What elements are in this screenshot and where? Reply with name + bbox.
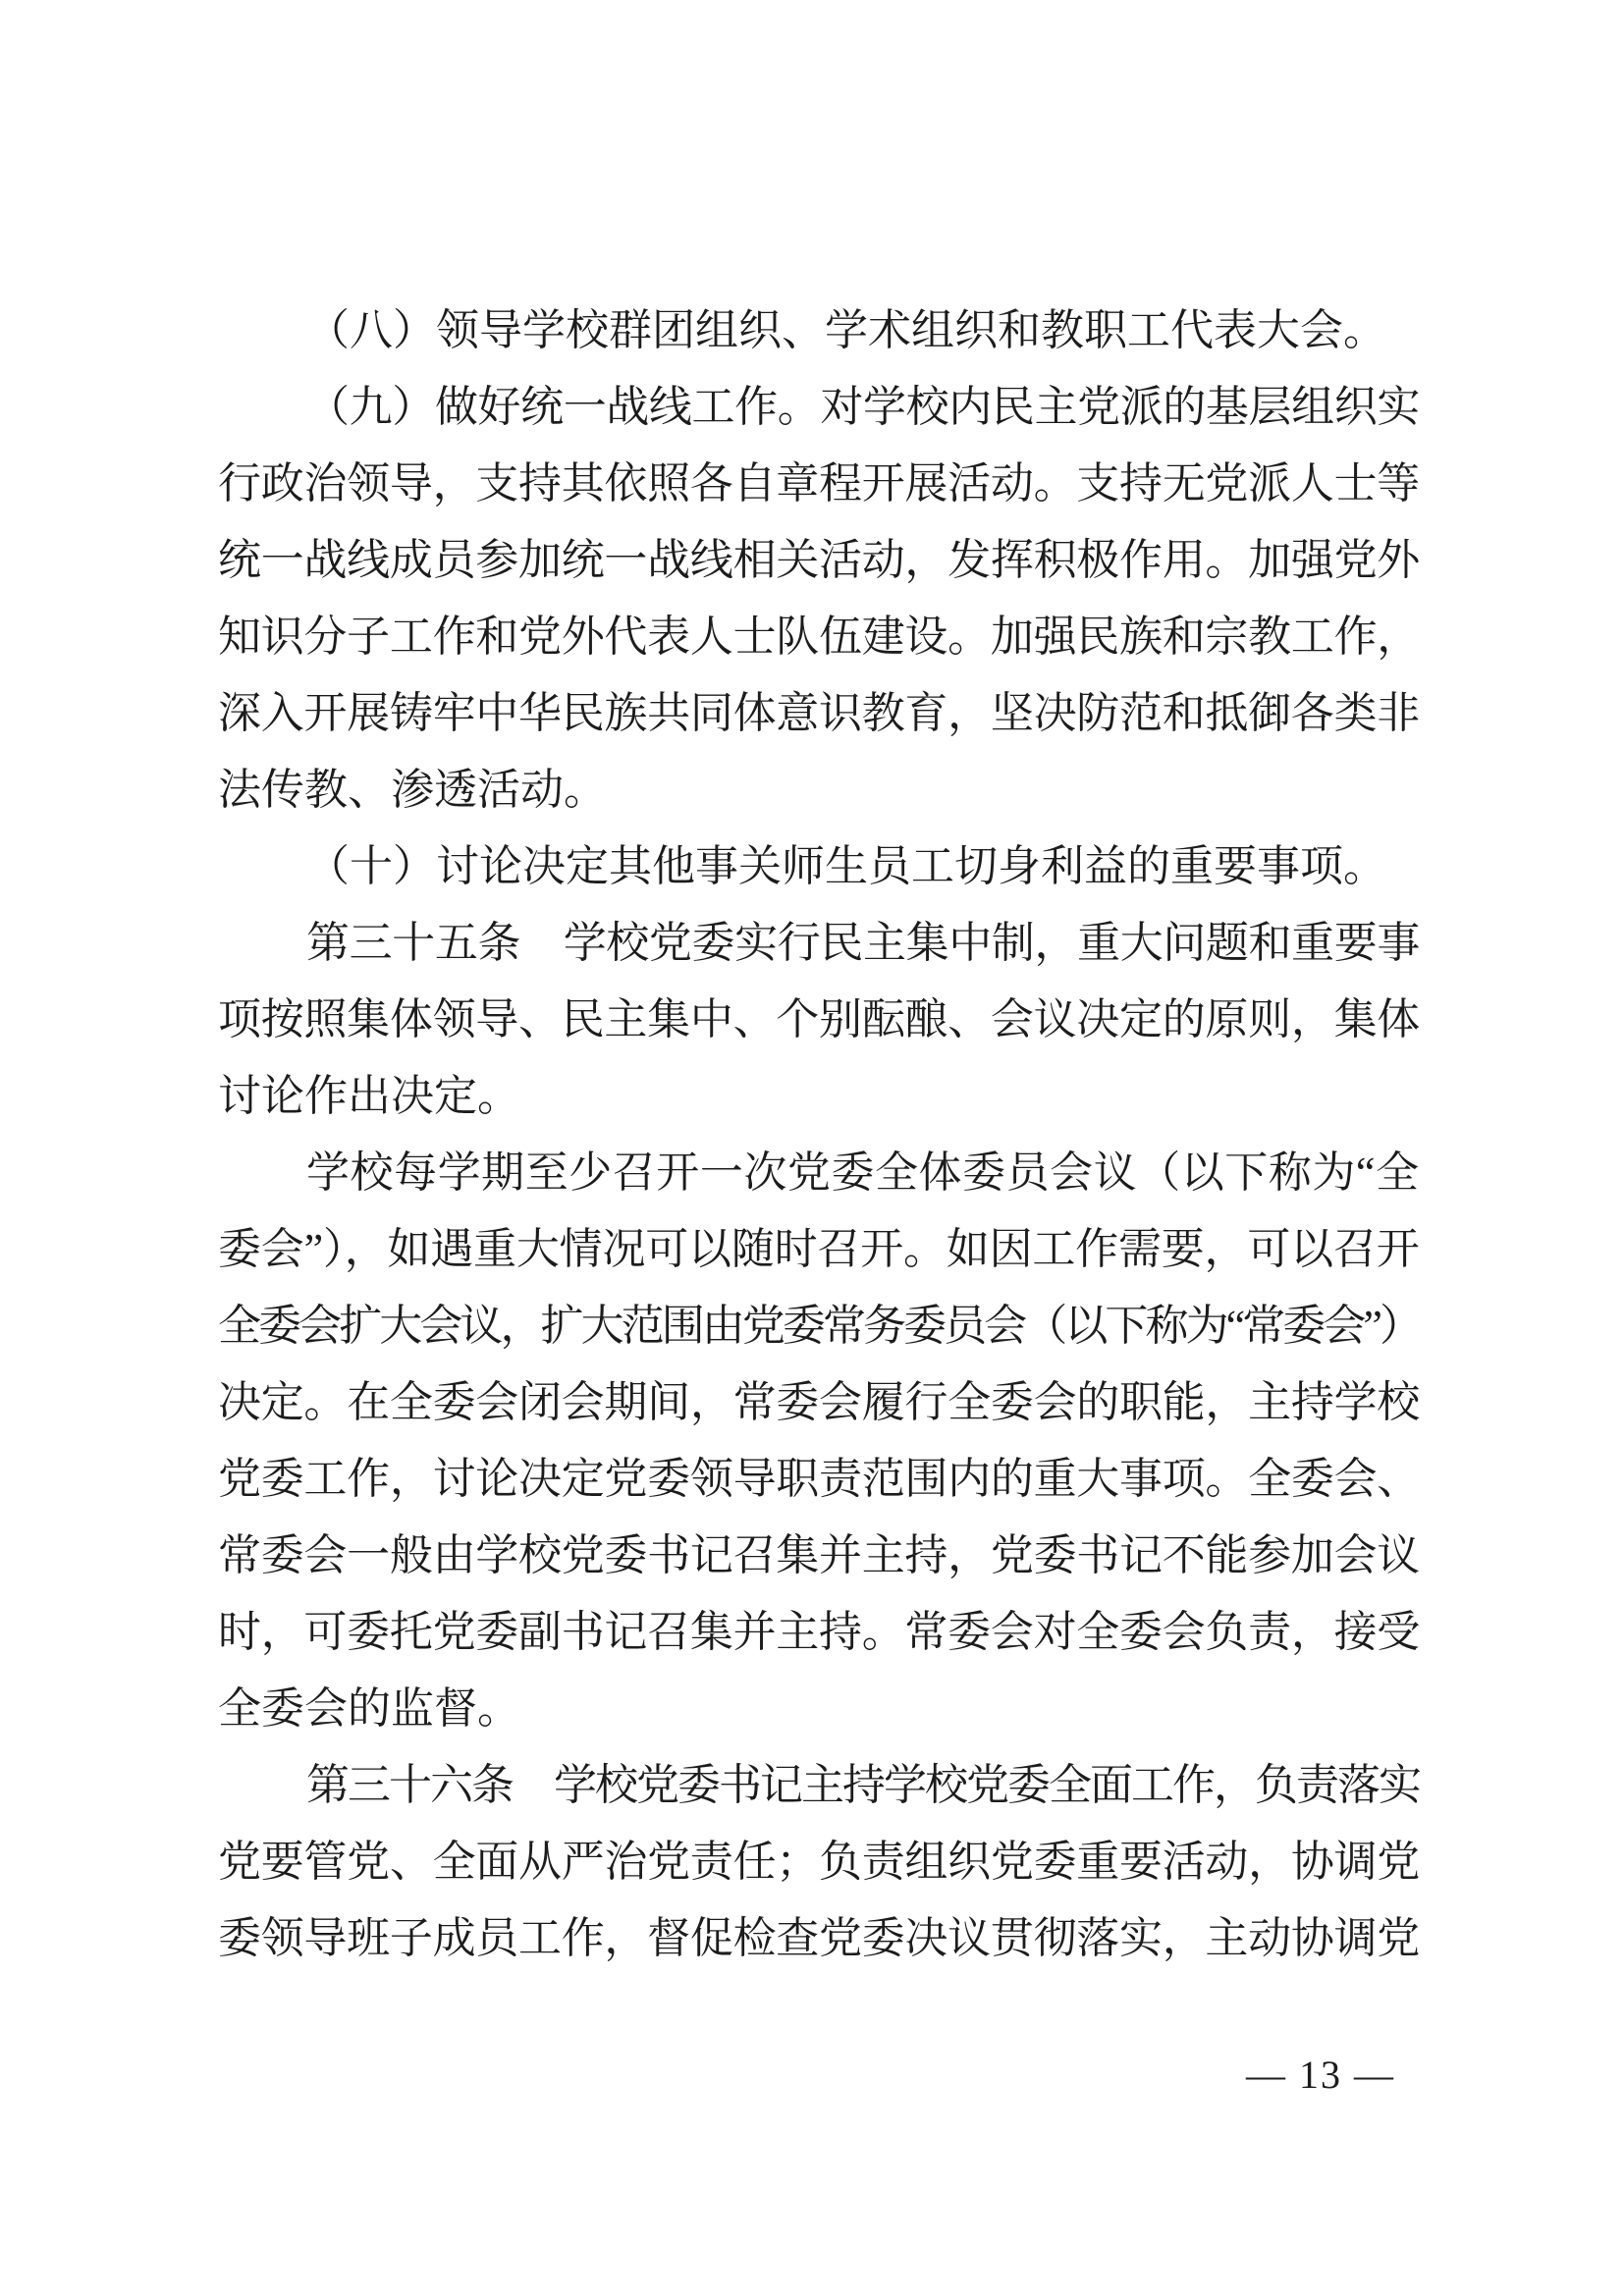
text-line	[218, 752, 1420, 828]
text-line-content: 第三十六条 学校党委书记主持学校党委全面工作，负责落实	[306, 1761, 1420, 1809]
text-line	[218, 1058, 1420, 1135]
text-line	[218, 1671, 1420, 1747]
text-line	[218, 982, 1420, 1058]
text-line	[218, 1135, 1420, 1211]
text-line-content: 时，可委托党委副书记召集并主持。常委会对全委会负责，接受	[218, 1608, 1420, 1656]
text-line	[218, 1518, 1420, 1594]
text-line	[218, 1211, 1420, 1288]
text-line	[218, 1364, 1420, 1441]
text-line	[218, 905, 1420, 982]
text-line-content: 深入开展铸牢中华民族共同体意识教育，坚决防范和抵御各类非	[218, 689, 1420, 737]
text-line-content: 党委工作，讨论决定党委领导职责范围内的重大事项。全委会、	[218, 1455, 1420, 1503]
text-line	[218, 293, 1420, 369]
text-line	[218, 446, 1420, 522]
text-line	[218, 1824, 1420, 1900]
text-line-content: 第三十五条 学校党委实行民主集中制，重大问题和重要事	[306, 919, 1420, 967]
text-line	[218, 599, 1420, 675]
page-number: — 13 —	[1246, 2053, 1395, 2097]
text-line-content: 常委会一般由学校党委书记召集并主持，党委书记不能参加会议	[218, 1531, 1420, 1579]
text-line	[218, 1441, 1420, 1518]
text-line-content: 项按照集体领导、民主集中、个别酝酿、会议决定的原则，集体	[218, 995, 1420, 1043]
text-line	[218, 1747, 1420, 1824]
text-line	[218, 1594, 1420, 1671]
text-block	[218, 293, 1420, 1977]
text-line	[218, 522, 1420, 599]
text-line-content: 法传教、渗透活动。	[218, 766, 607, 814]
text-line	[218, 1288, 1420, 1364]
text-line-content: （八）领导学校群团组织、学术组织和教职工代表大会。	[306, 306, 1386, 354]
text-line-content: 统一战线成员参加统一战线相关活动，发挥积极作用。加强党外	[218, 536, 1420, 584]
text-line-content: 知识分子工作和党外代表人士队伍建设。加强民族和宗教工作，	[218, 613, 1420, 661]
text-line-content: 党要管党、全面从严治党责任；负责组织党委重要活动，协调党	[218, 1838, 1420, 1886]
text-line-content: 全委会的监督。	[218, 1684, 520, 1733]
text-line-content: （十）讨论决定其他事关师生员工切身利益的重要事项。	[306, 842, 1386, 890]
text-line	[218, 675, 1420, 752]
text-line-content: 学校每学期至少召开一次党委全体委员会议（以下称为“全	[306, 1148, 1420, 1197]
text-line	[218, 828, 1420, 905]
text-line-content: 讨论作出决定。	[218, 1072, 520, 1120]
text-line-content: 委领导班子成员工作，督促检查党委决议贯彻落实，主动协调党	[218, 1914, 1420, 1962]
text-line-content: 决定。在全委会闭会期间，常委会履行全委会的职能，主持学校	[218, 1378, 1420, 1426]
text-line	[218, 369, 1420, 446]
text-line-content: 行政治领导，支持其依照各自章程开展活动。支持无党派人士等	[218, 459, 1420, 507]
text-line-content: 全委会扩大会议，扩大范围由党委常务委员会（以下称为“常委会”）	[218, 1302, 1421, 1350]
text-line	[218, 1900, 1420, 1977]
text-line-content: 委会”），如遇重大情况可以随时召开。如因工作需要，可以召开	[218, 1225, 1420, 1273]
text-line-content: （九）做好统一战线工作。对学校内民主党派的基层组织实	[306, 383, 1420, 431]
